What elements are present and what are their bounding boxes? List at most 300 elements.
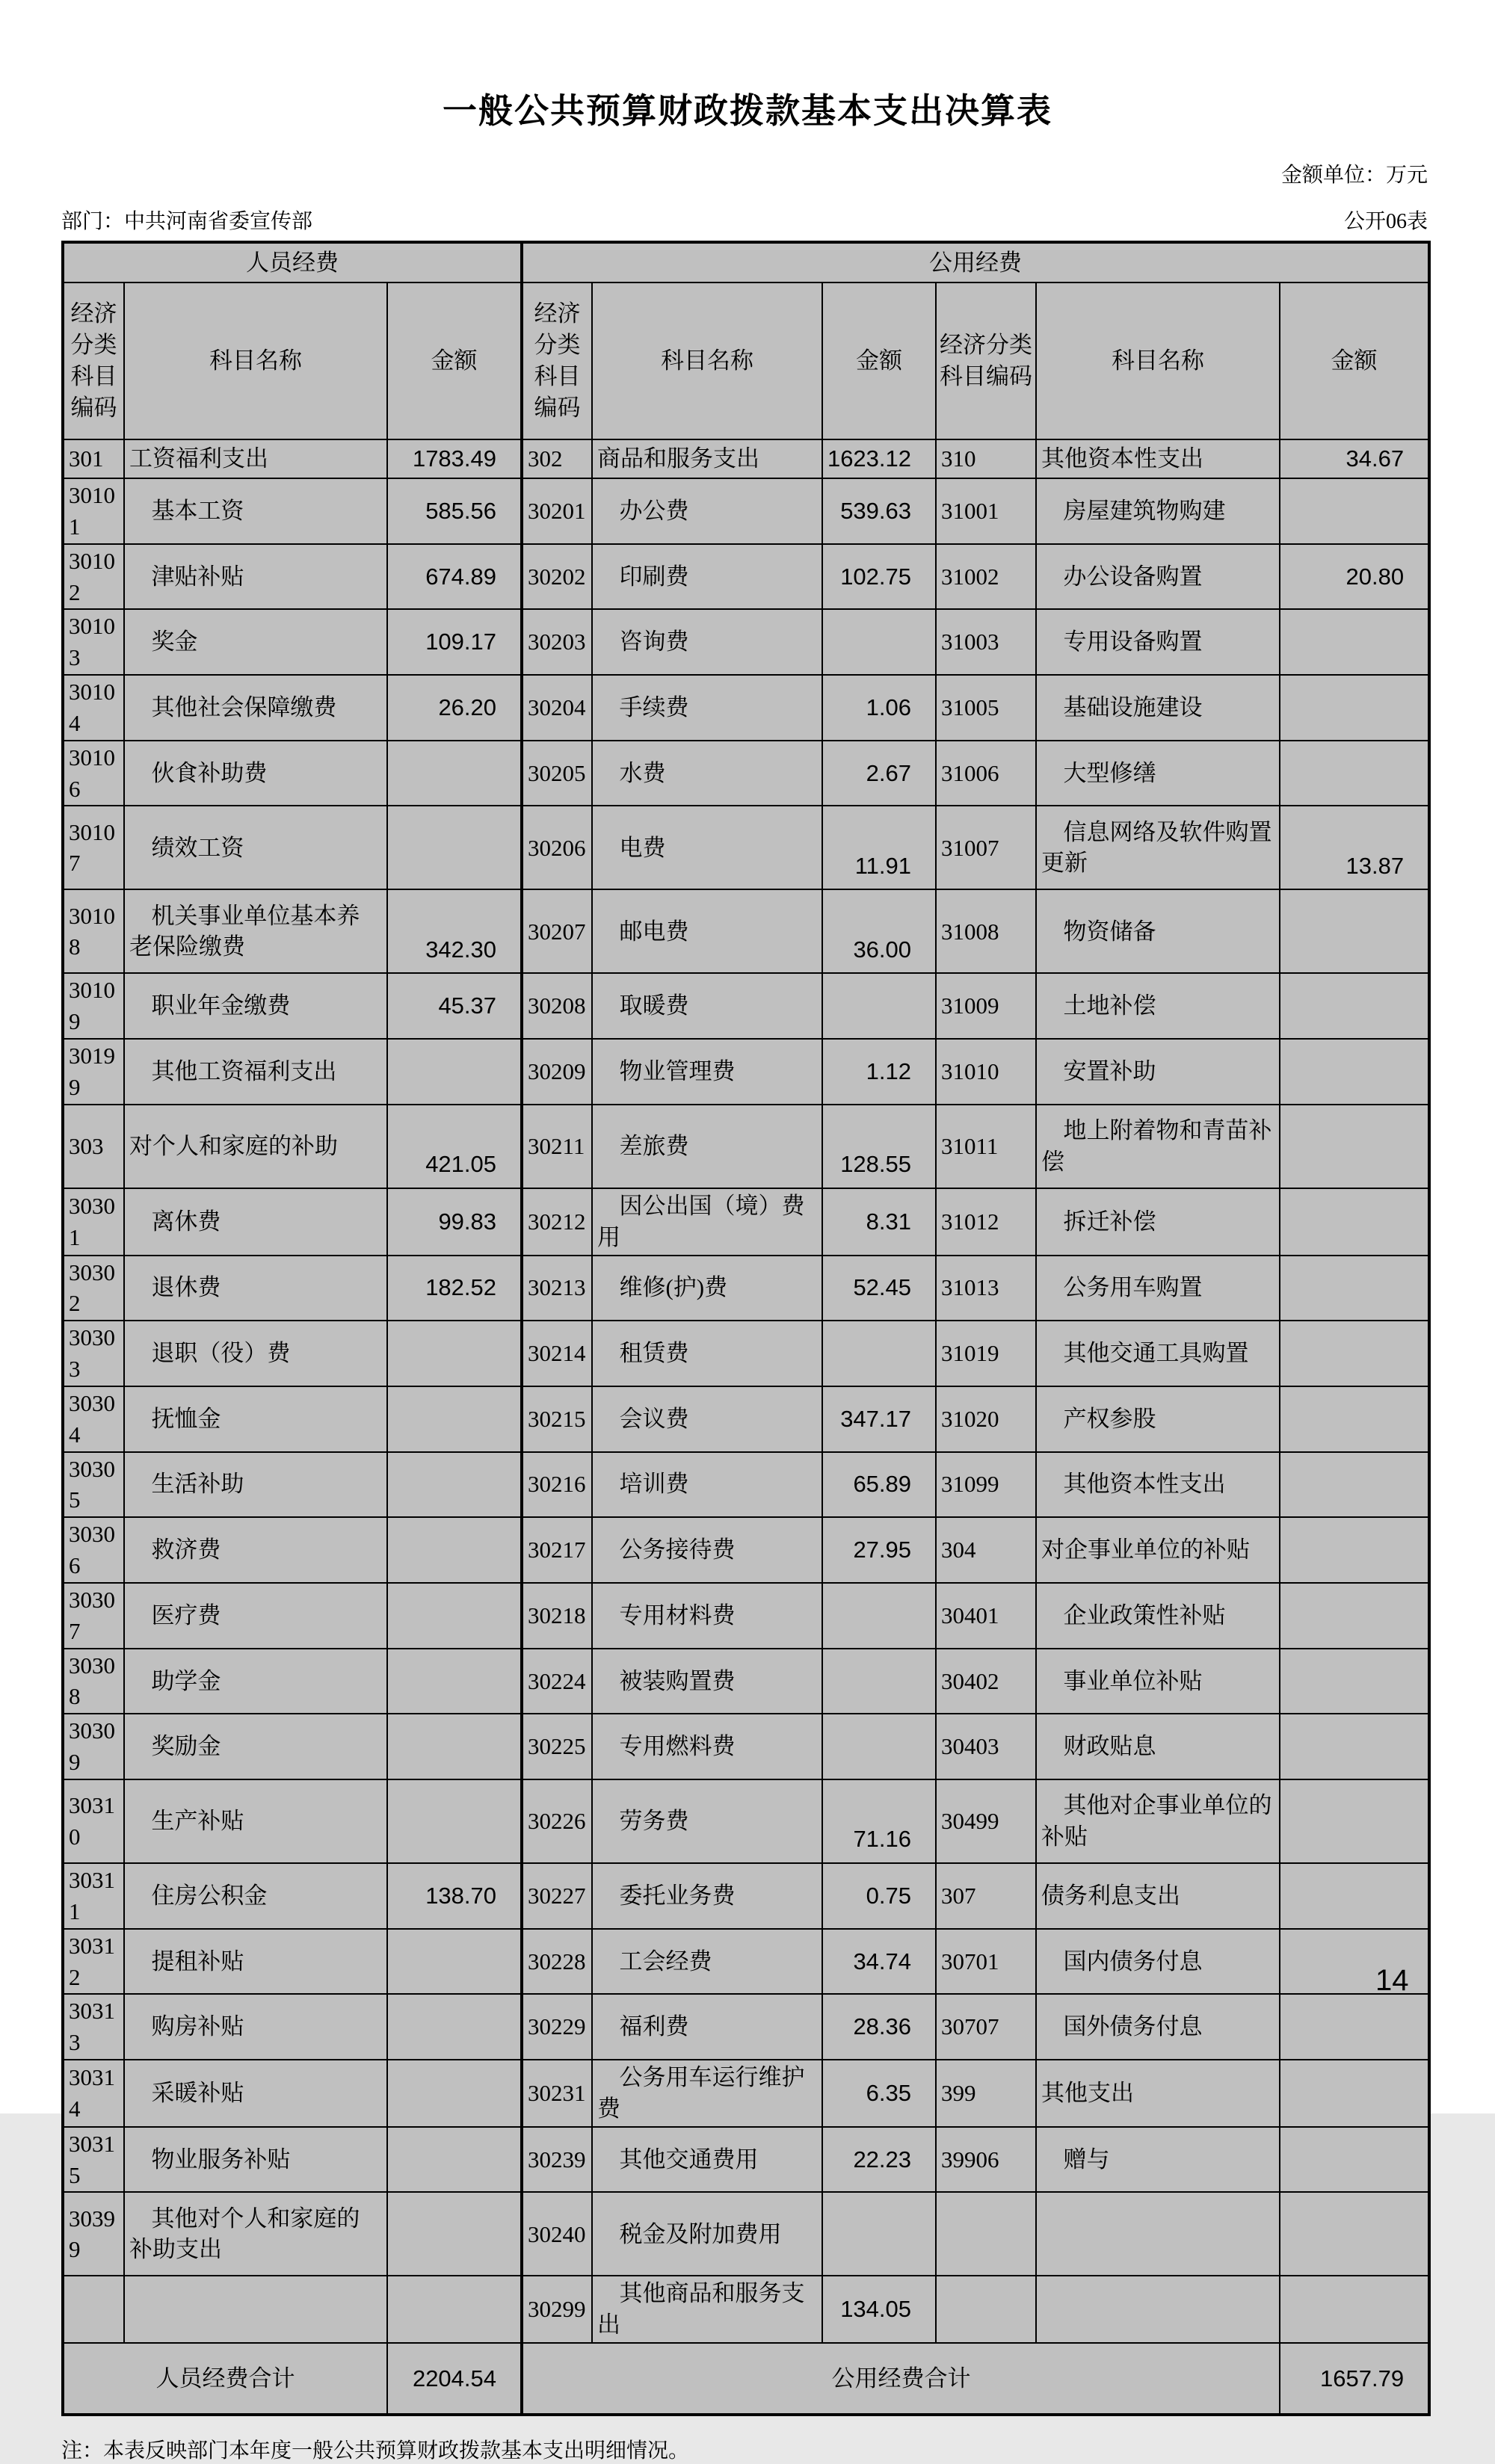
subject-name-cell: 其他社会保障缴费 (124, 675, 387, 741)
code-cell: 30304 (63, 1386, 124, 1452)
table-row (63, 2276, 1429, 2343)
subject-name-cell: 物业管理费 (592, 1039, 822, 1105)
code-cell: 30225 (522, 1714, 592, 1779)
subject-name-cell: 救济费 (124, 1517, 387, 1583)
code-cell: 30402 (936, 1649, 1036, 1714)
amount-cell: 1.12 (822, 1039, 936, 1105)
code-cell: 30308 (63, 1649, 124, 1714)
code-cell: 30224 (522, 1649, 592, 1714)
subject-name-cell: 产权参股 (1036, 1386, 1280, 1452)
subject-name-cell: 奖金 (124, 609, 387, 675)
code-cell: 31005 (936, 675, 1036, 741)
code-cell: 30227 (522, 1863, 592, 1929)
personnel-total-amount: 2204.54 (387, 2343, 522, 2415)
amount-cell (387, 2127, 522, 2193)
code-cell: 30499 (936, 1779, 1036, 1863)
amount-cell (822, 2192, 936, 2276)
code-cell: 30211 (522, 1105, 592, 1188)
code-cell: 30305 (63, 1452, 124, 1518)
amount-cell (1280, 973, 1429, 1039)
amount-cell (387, 2192, 522, 2276)
subject-name-cell: 拆迁补偿 (1036, 1188, 1280, 1256)
subject-name-cell: 债务利息支出 (1036, 1863, 1280, 1929)
code-cell: 30108 (63, 889, 124, 973)
amount-cell: 134.05 (822, 2276, 936, 2343)
amount-cell (822, 1714, 936, 1779)
amount-cell: 539.63 (822, 478, 936, 544)
subject-name-cell: 住房公积金 (124, 1863, 387, 1929)
subject-name-cell: 电费 (592, 806, 822, 889)
amount-cell: 347.17 (822, 1386, 936, 1452)
code-cell: 30401 (936, 1583, 1036, 1649)
code-cell: 30218 (522, 1583, 592, 1649)
code-cell: 30311 (63, 1863, 124, 1929)
table-row (63, 741, 1429, 806)
col-header-name: 科目名称 (1036, 282, 1280, 439)
code-cell: 399 (936, 2060, 1036, 2127)
amount-cell (1280, 1188, 1429, 1256)
amount-cell (387, 1929, 522, 1995)
table-row (63, 1256, 1429, 1321)
subject-name-cell: 职业年金缴费 (124, 973, 387, 1039)
subject-name-cell: 大型修缮 (1036, 741, 1280, 806)
subject-name-cell: 其他资本性支出 (1036, 1452, 1280, 1518)
subject-name-cell: 离休费 (124, 1188, 387, 1256)
amount-cell: 128.55 (822, 1105, 936, 1188)
amount-cell: 45.37 (387, 973, 522, 1039)
subject-name-cell: 公务接待费 (592, 1517, 822, 1583)
table-row (63, 1452, 1429, 1518)
amount-cell (1280, 1863, 1429, 1929)
subject-name-cell: 退职（役）费 (124, 1321, 387, 1386)
amount-cell: 52.45 (822, 1256, 936, 1321)
subject-name-cell: 事业单位补贴 (1036, 1649, 1280, 1714)
table-row (63, 675, 1429, 741)
table-row (63, 1929, 1429, 1995)
amount-cell: 28.36 (822, 1994, 936, 2060)
amount-cell (387, 1779, 522, 1863)
code-cell: 30312 (63, 1929, 124, 1995)
table-row (63, 609, 1429, 675)
table-row (63, 2060, 1429, 2127)
group-header-personnel: 人员经费 (63, 242, 522, 282)
col-header-name: 科目名称 (124, 282, 387, 439)
code-cell: 30229 (522, 1994, 592, 2060)
code-cell: 301 (63, 439, 124, 478)
subject-name-cell: 公务用车购置 (1036, 1256, 1280, 1321)
subject-name-cell: 其他工资福利支出 (124, 1039, 387, 1105)
page-title: 一般公共预算财政拨款基本支出决算表 (443, 92, 1052, 130)
subject-name-cell: 助学金 (124, 1649, 387, 1714)
code-cell: 30201 (522, 478, 592, 544)
subject-name-cell: 印刷费 (592, 544, 822, 610)
code-cell: 30202 (522, 544, 592, 610)
amount-cell (387, 1517, 522, 1583)
code-cell: 30303 (63, 1321, 124, 1386)
code-cell: 30109 (63, 973, 124, 1039)
amount-cell (1280, 2127, 1429, 2193)
subject-name-cell: 福利费 (592, 1994, 822, 2060)
subject-name-cell: 其他商品和服务支出 (592, 2276, 822, 2343)
amount-cell: 674.89 (387, 544, 522, 610)
code-cell: 310 (936, 439, 1036, 478)
amount-cell (387, 1583, 522, 1649)
code-cell: 30208 (522, 973, 592, 1039)
subject-name-cell: 医疗费 (124, 1583, 387, 1649)
subject-name-cell: 抚恤金 (124, 1386, 387, 1452)
code-cell: 30231 (522, 2060, 592, 2127)
amount-cell (387, 1994, 522, 2060)
amount-cell (1280, 478, 1429, 544)
subject-name-cell: 商品和服务支出 (592, 439, 822, 478)
table-row (63, 2192, 1429, 2276)
amount-cell: 138.70 (387, 1863, 522, 1929)
amount-cell (822, 609, 936, 675)
code-cell: 30307 (63, 1583, 124, 1649)
amount-cell (822, 1649, 936, 1714)
code-cell: 30301 (63, 1188, 124, 1256)
amount-cell (387, 806, 522, 889)
amount-cell (1280, 1649, 1429, 1714)
amount-cell: 182.52 (387, 1256, 522, 1321)
personnel-total-label: 人员经费合计 (63, 2343, 387, 2415)
subject-name-cell: 地上附着物和青苗补偿 (1036, 1105, 1280, 1188)
subject-name-cell: 税金及附加费用 (592, 2192, 822, 2276)
subject-name-cell: 采暖补贴 (124, 2060, 387, 2127)
code-cell: 30306 (63, 1517, 124, 1583)
subject-name-cell: 水费 (592, 741, 822, 806)
code-cell: 30299 (522, 2276, 592, 2343)
table-row (63, 2127, 1429, 2193)
code-cell: 30302 (63, 1256, 124, 1321)
code-cell: 31099 (936, 1452, 1036, 1518)
subject-name-cell: 专用材料费 (592, 1583, 822, 1649)
amount-cell: 11.91 (822, 806, 936, 889)
subject-name-cell: 其他资本性支出 (1036, 439, 1280, 478)
amount-cell: 1.06 (822, 675, 936, 741)
subject-name-cell: 办公设备购置 (1036, 544, 1280, 610)
subject-name-cell: 伙食补助费 (124, 741, 387, 806)
code-cell: 31001 (936, 478, 1036, 544)
subject-name-cell: 手续费 (592, 675, 822, 741)
code-cell: 30209 (522, 1039, 592, 1105)
code-cell: 30102 (63, 544, 124, 610)
subject-name-cell: 培训费 (592, 1452, 822, 1518)
subject-name-cell: 房屋建筑物购建 (1036, 478, 1280, 544)
code-cell: 30403 (936, 1714, 1036, 1779)
code-cell: 30214 (522, 1321, 592, 1386)
amount-cell (1280, 1452, 1429, 1518)
subject-name-cell (1036, 2276, 1280, 2343)
subject-name-cell: 购房补贴 (124, 1994, 387, 2060)
amount-cell (1280, 1256, 1429, 1321)
group-header-public: 公用经费 (522, 242, 1429, 282)
expenditure-table (61, 241, 1431, 2416)
subject-name-cell: 租赁费 (592, 1321, 822, 1386)
code-cell: 31007 (936, 806, 1036, 889)
code-cell (936, 2276, 1036, 2343)
code-cell (63, 2276, 124, 2343)
col-header-code: 经济分类科目编码 (522, 282, 592, 439)
col-header-code: 经济分类科目编码 (936, 282, 1036, 439)
amount-cell (1280, 1039, 1429, 1105)
code-cell: 31020 (936, 1386, 1036, 1452)
code-cell: 304 (936, 1517, 1036, 1583)
table-row (63, 1386, 1429, 1452)
table-row (63, 973, 1429, 1039)
amount-cell (1280, 675, 1429, 741)
table-row (63, 889, 1429, 973)
subject-name-cell: 土地补偿 (1036, 973, 1280, 1039)
code-cell: 303 (63, 1105, 124, 1188)
code-cell (936, 2192, 1036, 2276)
subject-name-cell: 机关事业单位基本养老保险缴费 (124, 889, 387, 973)
code-cell: 30314 (63, 2060, 124, 2127)
subject-name-cell: 奖励金 (124, 1714, 387, 1779)
footnote: 注：本表反映部门本年度一般公共预算财政拨款基本支出明细情况。 (61, 2439, 690, 2463)
code-cell: 31003 (936, 609, 1036, 675)
subject-name-cell: 因公出国（境）费用 (592, 1188, 822, 1256)
col-header-code: 经济分类科目编码 (63, 282, 124, 439)
amount-cell: 34.67 (1280, 439, 1429, 478)
amount-cell: 36.00 (822, 889, 936, 973)
amount-cell (1280, 1386, 1429, 1452)
subject-name-cell: 生产补贴 (124, 1779, 387, 1863)
amount-cell (387, 1386, 522, 1452)
subject-name-cell: 委托业务费 (592, 1863, 822, 1929)
code-cell: 30199 (63, 1039, 124, 1105)
column-header-row (63, 282, 1429, 439)
amount-cell (822, 973, 936, 1039)
table-row (63, 1039, 1429, 1105)
totals-row (63, 2343, 1429, 2415)
col-header-amount: 金额 (387, 282, 522, 439)
page-number: 14 (1375, 1964, 1409, 1997)
amount-unit-note: 金额单位：万元 (1280, 164, 1428, 187)
amount-cell: 22.23 (822, 2127, 936, 2193)
subject-name-cell: 安置补助 (1036, 1039, 1280, 1105)
table-row (63, 1321, 1429, 1386)
amount-cell: 8.31 (822, 1188, 936, 1256)
table-row (63, 1188, 1429, 1256)
amount-cell: 26.20 (387, 675, 522, 741)
amount-cell: 13.87 (1280, 806, 1429, 889)
subject-name-cell: 退休费 (124, 1256, 387, 1321)
code-cell: 30104 (63, 675, 124, 741)
code-cell: 30206 (522, 806, 592, 889)
subject-name-cell: 其他交通工具购置 (1036, 1321, 1280, 1386)
amount-cell (1280, 1321, 1429, 1386)
amount-cell (387, 1452, 522, 1518)
subject-name-cell: 对个人和家庭的补助 (124, 1105, 387, 1188)
table-row (63, 1649, 1429, 1714)
code-cell: 30213 (522, 1256, 592, 1321)
table-row (63, 1105, 1429, 1188)
code-cell: 30701 (936, 1929, 1036, 1995)
table-row (63, 439, 1429, 478)
code-cell: 31019 (936, 1321, 1036, 1386)
table-row (63, 1714, 1429, 1779)
table-row (63, 806, 1429, 889)
subject-name-cell: 信息网络及软件购置更新 (1036, 806, 1280, 889)
subject-name-cell: 物资储备 (1036, 889, 1280, 973)
subject-name-cell: 其他对企事业单位的补贴 (1036, 1779, 1280, 1863)
code-cell: 31012 (936, 1188, 1036, 1256)
amount-cell: 99.83 (387, 1188, 522, 1256)
subject-name-cell: 专用燃料费 (592, 1714, 822, 1779)
code-cell: 30313 (63, 1994, 124, 2060)
subject-name-cell: 其他交通费用 (592, 2127, 822, 2193)
meta-line (61, 205, 1428, 235)
group-header-row (63, 242, 1429, 282)
subject-name-cell: 工资福利支出 (124, 439, 387, 478)
code-cell: 30315 (63, 2127, 124, 2193)
code-cell: 30216 (522, 1452, 592, 1518)
table-row (63, 1994, 1429, 2060)
code-cell: 302 (522, 439, 592, 478)
code-cell: 30217 (522, 1517, 592, 1583)
amount-cell: 342.30 (387, 889, 522, 973)
department-label: 部门：中共河南省委宣传部 (61, 210, 313, 233)
subject-name-cell: 物业服务补贴 (124, 2127, 387, 2193)
code-cell: 30106 (63, 741, 124, 806)
amount-cell: 6.35 (822, 2060, 936, 2127)
code-cell: 30207 (522, 889, 592, 973)
col-header-name: 科目名称 (592, 282, 822, 439)
amount-cell (1280, 1105, 1429, 1188)
amount-cell (1280, 2192, 1429, 2276)
code-cell: 30205 (522, 741, 592, 806)
amount-cell (1280, 1714, 1429, 1779)
public-total-amount: 1657.79 (1280, 2343, 1429, 2415)
code-cell: 30310 (63, 1779, 124, 1863)
subject-name-cell: 被装购置费 (592, 1649, 822, 1714)
amount-cell: 0.75 (822, 1863, 936, 1929)
code-cell: 30203 (522, 609, 592, 675)
amount-cell (387, 1321, 522, 1386)
subject-name-cell: 专用设备购置 (1036, 609, 1280, 675)
code-cell: 39906 (936, 2127, 1036, 2193)
subject-name-cell: 取暖费 (592, 973, 822, 1039)
subject-name-cell: 国内债务付息 (1036, 1929, 1280, 1995)
code-cell: 30107 (63, 806, 124, 889)
subject-name-cell: 基本工资 (124, 478, 387, 544)
code-cell: 31013 (936, 1256, 1036, 1321)
amount-cell (1280, 1583, 1429, 1649)
subject-name-cell: 其他支出 (1036, 2060, 1280, 2127)
amount-cell: 102.75 (822, 544, 936, 610)
amount-cell (1280, 1517, 1429, 1583)
subject-name-cell (1036, 2192, 1280, 2276)
public-total-label: 公用经费合计 (522, 2343, 1280, 2415)
amount-cell: 2.67 (822, 741, 936, 806)
amount-cell (1280, 2060, 1429, 2127)
code-cell: 31006 (936, 741, 1036, 806)
code-cell: 30309 (63, 1714, 124, 1779)
subject-name-cell: 劳务费 (592, 1779, 822, 1863)
table-row (63, 478, 1429, 544)
table-row (63, 1779, 1429, 1863)
form-number-label: 公开06表 (1343, 210, 1428, 233)
table-row (63, 1583, 1429, 1649)
amount-cell (1280, 1779, 1429, 1863)
col-header-amount: 金额 (822, 282, 936, 439)
subject-name-cell: 办公费 (592, 478, 822, 544)
code-cell: 30240 (522, 2192, 592, 2276)
code-cell: 30103 (63, 609, 124, 675)
amount-cell (1280, 1994, 1429, 2060)
subject-name-cell: 基础设施建设 (1036, 675, 1280, 741)
code-cell: 31010 (936, 1039, 1036, 1105)
amount-cell (387, 1039, 522, 1105)
table-body (63, 439, 1429, 2343)
amount-cell: 34.74 (822, 1929, 936, 1995)
amount-cell (387, 2276, 522, 2343)
amount-cell: 109.17 (387, 609, 522, 675)
amount-cell (1280, 741, 1429, 806)
amount-cell: 1623.12 (822, 439, 936, 478)
table-row (63, 544, 1429, 610)
code-cell: 31008 (936, 889, 1036, 973)
amount-cell (387, 1649, 522, 1714)
amount-cell (822, 1583, 936, 1649)
code-cell: 30399 (63, 2192, 124, 2276)
subject-name-cell: 生活补助 (124, 1452, 387, 1518)
subject-name-cell: 公务用车运行维护费 (592, 2060, 822, 2127)
amount-cell (387, 1714, 522, 1779)
subject-name-cell: 差旅费 (592, 1105, 822, 1188)
code-cell: 30215 (522, 1386, 592, 1452)
code-cell: 30101 (63, 478, 124, 544)
subject-name-cell: 维修(护)费 (592, 1256, 822, 1321)
code-cell: 31002 (936, 544, 1036, 610)
subject-name-cell: 企业政策性补贴 (1036, 1583, 1280, 1649)
table-row (63, 1517, 1429, 1583)
code-cell: 31011 (936, 1105, 1036, 1188)
subject-name-cell (124, 2276, 387, 2343)
code-cell: 30212 (522, 1188, 592, 1256)
subject-name-cell: 邮电费 (592, 889, 822, 973)
amount-cell: 65.89 (822, 1452, 936, 1518)
code-cell: 30228 (522, 1929, 592, 1995)
subject-name-cell: 国外债务付息 (1036, 1994, 1280, 2060)
code-cell: 307 (936, 1863, 1036, 1929)
amount-cell (387, 741, 522, 806)
subject-name-cell: 咨询费 (592, 609, 822, 675)
subject-name-cell: 绩效工资 (124, 806, 387, 889)
amount-cell (1280, 609, 1429, 675)
amount-cell (1280, 889, 1429, 973)
table-row (63, 1863, 1429, 1929)
subject-name-cell: 对企事业单位的补贴 (1036, 1517, 1280, 1583)
amount-cell (387, 2060, 522, 2127)
subject-name-cell: 会议费 (592, 1386, 822, 1452)
amount-cell: 71.16 (822, 1779, 936, 1863)
subject-name-cell: 赠与 (1036, 2127, 1280, 2193)
amount-cell (1280, 2276, 1429, 2343)
subject-name-cell: 财政贴息 (1036, 1714, 1280, 1779)
subject-name-cell: 津贴补贴 (124, 544, 387, 610)
amount-cell (822, 1321, 936, 1386)
col-header-amount: 金额 (1280, 282, 1429, 439)
amount-cell: 1783.49 (387, 439, 522, 478)
code-cell: 30204 (522, 675, 592, 741)
subject-name-cell: 其他对个人和家庭的补助支出 (124, 2192, 387, 2276)
code-cell: 30707 (936, 1994, 1036, 2060)
amount-cell: 27.95 (822, 1517, 936, 1583)
subject-name-cell: 提租补贴 (124, 1929, 387, 1995)
code-cell: 31009 (936, 973, 1036, 1039)
